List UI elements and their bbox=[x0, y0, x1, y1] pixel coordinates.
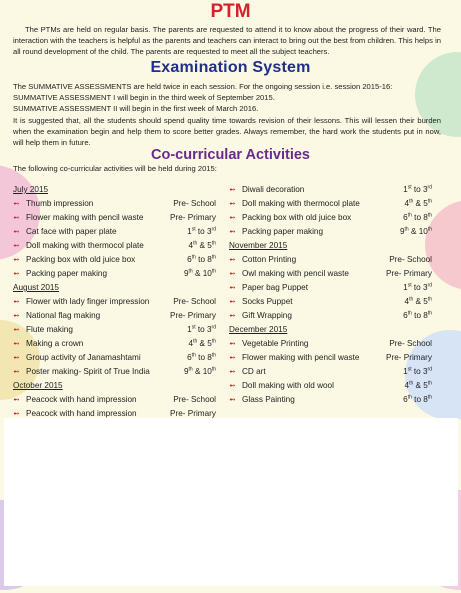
month-heading: August 2015 bbox=[13, 283, 59, 292]
ptm-paragraph: The PTMs are held on regular basis. The parents are requested to attend it to know about the progress of their ward. The interaction with the teachers is helpful as the parents and teachers can interact to bring out the best from children. This helps in all round development of the child. The parents are requested to meet all the subject teachers. bbox=[13, 25, 441, 57]
activity-class: 1st to 3rd bbox=[403, 282, 432, 292]
exam-line: The SUMMATIVE ASSESSMENTS are held twice in each session. For the ongoing session i.e. session 2015-16: bbox=[13, 82, 393, 91]
activity-name: Doll making with thermocol plate bbox=[242, 199, 360, 208]
activity-row bbox=[229, 337, 432, 351]
activity-class: 9th & 10th bbox=[183, 268, 216, 278]
activity-name: Making a crown bbox=[26, 339, 84, 348]
activity-class: 1st to 3rd bbox=[187, 226, 216, 236]
activity-class: 9th & 10th bbox=[399, 226, 432, 236]
arrow-bullet-icon: ➻ bbox=[13, 395, 20, 404]
activity-name: Cotton Printing bbox=[242, 255, 297, 264]
activity-name: Flower making with pencil waste bbox=[26, 213, 144, 222]
activity-row bbox=[13, 351, 216, 365]
activity-row bbox=[13, 253, 216, 267]
activity-row bbox=[13, 365, 216, 379]
arrow-bullet-icon: ➻ bbox=[229, 367, 236, 376]
activity-row bbox=[13, 295, 216, 309]
activity-name: Thumb impression bbox=[26, 199, 94, 208]
activity-name: Gift Wrapping bbox=[242, 311, 292, 320]
activity-name: Packing box with old juice box bbox=[242, 213, 352, 222]
activity-name: Flower making with pencil waste bbox=[242, 353, 360, 362]
activity-row bbox=[229, 211, 432, 225]
activity-row bbox=[13, 225, 216, 239]
activity-name: Poster making- Spirit of True India bbox=[26, 367, 150, 376]
activity-class: Pre- Primary bbox=[386, 353, 432, 362]
activity-name: Paper bag Puppet bbox=[242, 283, 309, 292]
cocurricular-heading: Co-curricular Activities bbox=[150, 147, 310, 163]
activity-class: 4th & 5th bbox=[404, 380, 432, 390]
arrow-bullet-icon: ➻ bbox=[13, 227, 20, 236]
activity-class: Pre- Primary bbox=[170, 311, 216, 320]
activity-row bbox=[229, 393, 432, 407]
activity-row bbox=[229, 267, 432, 281]
month-heading: July 2015 bbox=[13, 185, 49, 194]
activity-class: 9th & 10th bbox=[183, 366, 216, 376]
activity-name: Peacock with hand impression bbox=[26, 409, 137, 418]
activity-name: Cat face with paper plate bbox=[26, 227, 117, 236]
activity-class: Pre- School bbox=[173, 199, 216, 208]
activity-class: Pre- School bbox=[173, 297, 216, 306]
activity-row bbox=[13, 239, 216, 253]
activity-row bbox=[229, 351, 432, 365]
arrow-bullet-icon: ➻ bbox=[13, 325, 20, 334]
arrow-bullet-icon: ➻ bbox=[13, 199, 20, 208]
exam-line: SUMMATIVE ASSESSMENT II will begin in the first week of March 2016. bbox=[13, 104, 259, 114]
activity-class: 6th to 8th bbox=[403, 394, 432, 404]
month-heading: October 2015 bbox=[13, 381, 63, 390]
activity-class: 6th to 8th bbox=[187, 352, 216, 362]
activity-name: Packing paper making bbox=[242, 227, 324, 236]
arrow-bullet-icon: ➻ bbox=[13, 339, 20, 348]
activity-class: 1st to 3rd bbox=[403, 184, 432, 194]
activity-class: Pre- School bbox=[389, 255, 432, 264]
activity-row bbox=[13, 211, 216, 225]
arrow-bullet-icon: ➻ bbox=[13, 297, 20, 306]
arrow-bullet-icon: ➻ bbox=[229, 339, 236, 348]
activity-name: Peacock with hand impression bbox=[26, 395, 137, 404]
activity-name: Flower with lady finger impression bbox=[26, 297, 150, 306]
activity-row bbox=[13, 393, 216, 407]
activity-row bbox=[13, 197, 216, 211]
activity-name: Packing box with old juice box bbox=[26, 255, 136, 264]
activity-class: 1st to 3rd bbox=[187, 324, 216, 334]
arrow-bullet-icon: ➻ bbox=[229, 269, 236, 278]
arrow-bullet-icon: ➻ bbox=[229, 353, 236, 362]
activity-row bbox=[13, 323, 216, 337]
arrow-bullet-icon: ➻ bbox=[13, 311, 20, 320]
exam-heading: Examination System bbox=[150, 59, 311, 76]
activity-row bbox=[13, 337, 216, 351]
arrow-bullet-icon: ➻ bbox=[229, 185, 236, 194]
arrow-bullet-icon: ➻ bbox=[13, 367, 20, 376]
blank-area bbox=[4, 418, 458, 586]
activity-name: CD art bbox=[242, 367, 266, 376]
cocurricular-intro: The following co-curricular activities will be held during 2015: bbox=[13, 164, 217, 173]
ptm-heading: PTM bbox=[210, 1, 251, 22]
activity-row bbox=[229, 379, 432, 393]
activity-class: Pre- School bbox=[173, 395, 216, 404]
activity-row bbox=[229, 197, 432, 211]
activity-class: 6th to 8th bbox=[187, 254, 216, 264]
arrow-bullet-icon: ➻ bbox=[229, 311, 236, 320]
activity-row bbox=[229, 309, 432, 323]
month-heading: December 2015 bbox=[229, 325, 288, 334]
activities-right-column bbox=[229, 183, 432, 407]
arrow-bullet-icon: ➻ bbox=[229, 213, 236, 222]
activity-name: Doll making with thermocol plate bbox=[26, 241, 144, 250]
activity-class: 1st to 3rd bbox=[403, 366, 432, 376]
activity-class: Pre- Primary bbox=[170, 409, 216, 418]
activity-row bbox=[229, 253, 432, 267]
activity-row bbox=[229, 281, 432, 295]
arrow-bullet-icon: ➻ bbox=[229, 297, 236, 306]
activity-class: 4th & 5th bbox=[188, 338, 216, 348]
activity-name: Owl making with pencil waste bbox=[242, 269, 349, 278]
arrow-bullet-icon: ➻ bbox=[229, 283, 236, 292]
activity-class: Pre- Primary bbox=[386, 269, 432, 278]
activity-row bbox=[229, 365, 432, 379]
activity-name: National flag making bbox=[26, 311, 101, 320]
activity-row bbox=[13, 309, 216, 323]
arrow-bullet-icon: ➻ bbox=[229, 395, 236, 404]
activity-row bbox=[229, 295, 432, 309]
exam-paragraph bbox=[13, 81, 441, 148]
arrow-bullet-icon: ➻ bbox=[13, 269, 20, 278]
arrow-bullet-icon: ➻ bbox=[13, 409, 20, 418]
arrow-bullet-icon: ➻ bbox=[229, 381, 236, 390]
activity-name: Doll making with old wool bbox=[242, 381, 334, 390]
activity-class: Pre- School bbox=[389, 339, 432, 348]
month-heading: November 2015 bbox=[229, 241, 288, 250]
exam-line: It is suggested that, all the students should spend quality time towards revision of their lessons. This will lessen their burden when the examination begin and help them to score better grades. Always remember, the hard work the students put in now, will help them in future. bbox=[13, 115, 441, 148]
activity-name: Diwali decoration bbox=[242, 185, 305, 194]
activity-name: Vegetable Printing bbox=[242, 339, 309, 348]
activity-name: Socks Puppet bbox=[242, 297, 293, 306]
activity-class: 4th & 5th bbox=[188, 240, 216, 250]
activity-class: 4th & 5th bbox=[404, 296, 432, 306]
arrow-bullet-icon: ➻ bbox=[13, 353, 20, 362]
activity-class: 6th to 8th bbox=[403, 310, 432, 320]
activity-class: Pre- Primary bbox=[170, 213, 216, 222]
activity-row bbox=[13, 267, 216, 281]
arrow-bullet-icon: ➻ bbox=[13, 213, 20, 222]
arrow-bullet-icon: ➻ bbox=[13, 255, 20, 264]
activity-class: 4th & 5th bbox=[404, 198, 432, 208]
arrow-bullet-icon: ➻ bbox=[229, 199, 236, 208]
activities-left-column bbox=[13, 183, 216, 421]
activity-name: Flute making bbox=[26, 325, 73, 334]
arrow-bullet-icon: ➻ bbox=[229, 255, 236, 264]
activity-row bbox=[229, 225, 432, 239]
activity-row bbox=[229, 183, 432, 197]
activity-name: Group activity of Janamashtami bbox=[26, 353, 141, 362]
activity-name: Glass Painting bbox=[242, 395, 295, 404]
arrow-bullet-icon: ➻ bbox=[13, 241, 20, 250]
activity-name: Packing paper making bbox=[26, 269, 108, 278]
activity-class: 6th to 8th bbox=[403, 212, 432, 222]
exam-line: SUMMATIVE ASSESSMENT I will begin in the third week of September 2015. bbox=[13, 93, 275, 103]
arrow-bullet-icon: ➻ bbox=[229, 227, 236, 236]
